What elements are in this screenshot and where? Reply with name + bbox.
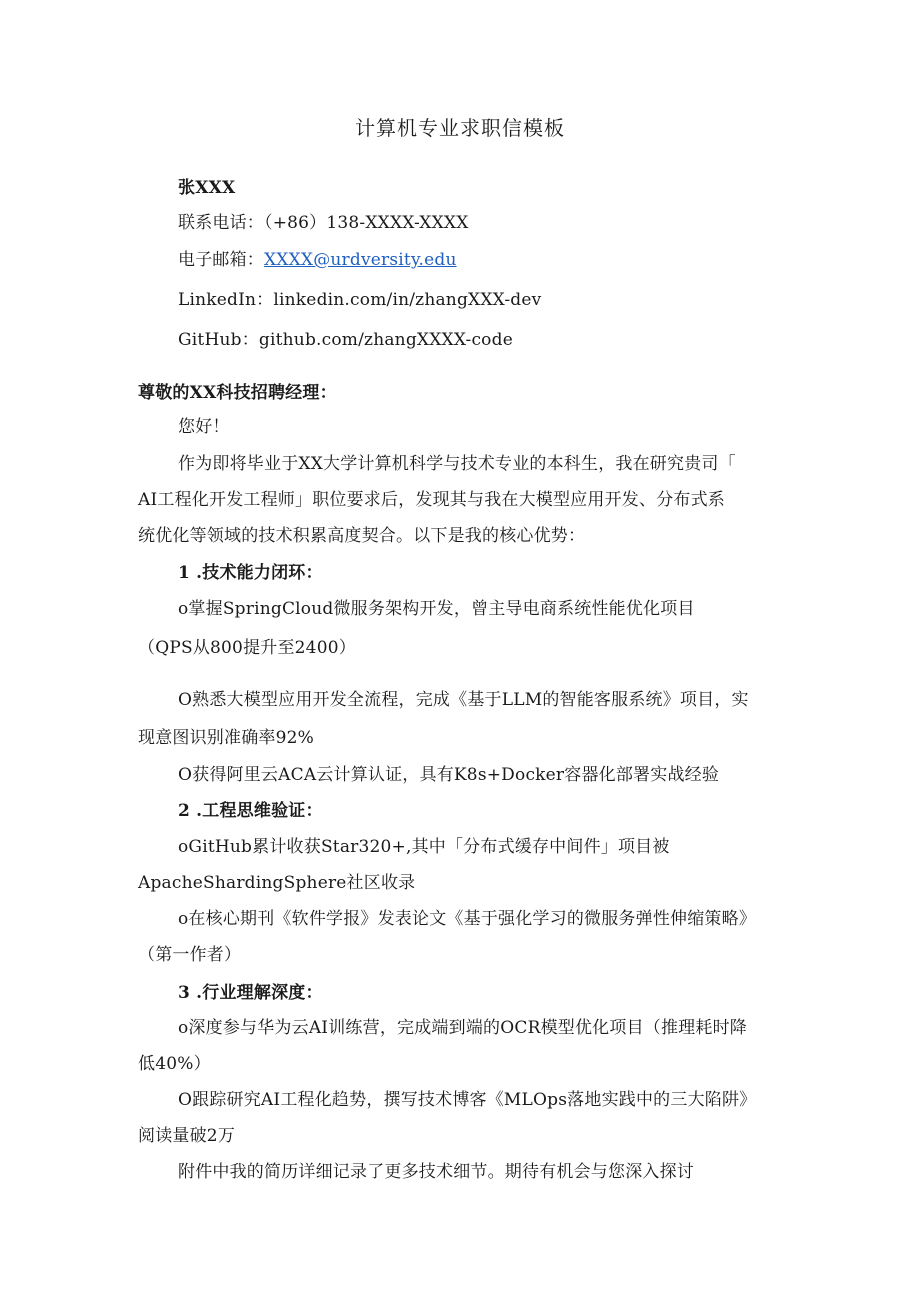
salutation: 尊敬的XX科技招聘经理： [138, 383, 337, 403]
list-item: o深度参与华为云AI训练营，完成端到端的OCR模型优化项目（推理耗时降 [178, 1018, 747, 1038]
contact-phone: 联系电话：（+86）138-XXXX-XXXX [178, 213, 469, 233]
list-item: o掌握SpringCloud微服务架构开发，曾主导电商系统性能优化项目 [178, 599, 695, 619]
list-item: ApacheShardingSphere社区收录 [138, 873, 416, 893]
contact-linkedin: LinkedIn：linkedin.com/in/zhangXXX-dev [178, 290, 542, 310]
section-heading-3: 3 .行业理解深度： [178, 983, 323, 1003]
contact-email-row [178, 248, 457, 272]
list-item: oGitHub累计收获Star320+,其中「分布式缓存中间件」项目被 [178, 837, 670, 857]
closing-paragraph: 附件中我的简历详细记录了更多技术细节。期待有机会与您深入探讨 [178, 1162, 694, 1182]
list-item: （第一作者） [138, 945, 242, 965]
list-item: o在核心期刊《软件学报》发表论文《基于强化学习的微服务弹性伸缩策略》 [178, 909, 757, 929]
list-item: O获得阿里云ACA云计算认证，具有K8s+Docker容器化部署实战经验 [178, 765, 720, 785]
list-item: O跟踪研究AI工程化趋势，撰写技术博客《MLOps落地实践中的三大陷阱》 [178, 1090, 757, 1110]
contact-github: GitHub：github.com/zhangXXXX-code [178, 330, 513, 350]
greeting: 您好！ [178, 417, 230, 437]
email-label: 电子邮箱： [178, 250, 264, 270]
list-item: （QPS从800提升至2400） [138, 638, 356, 658]
list-item: 现意图识别准确率92% [138, 728, 314, 748]
intro-line: AI工程化开发工程师」职位要求后，发现其与我在大模型应用开发、分布式系 [138, 490, 725, 510]
document-title: 计算机专业求职信模板 [355, 116, 565, 140]
list-item: 阅读量破2万 [138, 1126, 236, 1146]
list-item: O熟悉大模型应用开发全流程，完成《基于LLM的智能客服系统》项目，实 [178, 690, 749, 710]
section-heading-1: 1 .技术能力闭环： [178, 563, 323, 583]
intro-line: 统优化等领域的技术积累高度契合。以下是我的核心优势： [138, 526, 586, 546]
email-link[interactable]: XXXX@urdversity.edu [264, 250, 457, 270]
intro-line: 作为即将毕业于XX大学计算机科学与技术专业的本科生，我在研究贵司「 [178, 454, 736, 474]
section-heading-2: 2 .工程思维验证： [178, 801, 323, 821]
list-item: 低40%） [138, 1054, 211, 1074]
applicant-name: 张XXX [178, 178, 236, 198]
